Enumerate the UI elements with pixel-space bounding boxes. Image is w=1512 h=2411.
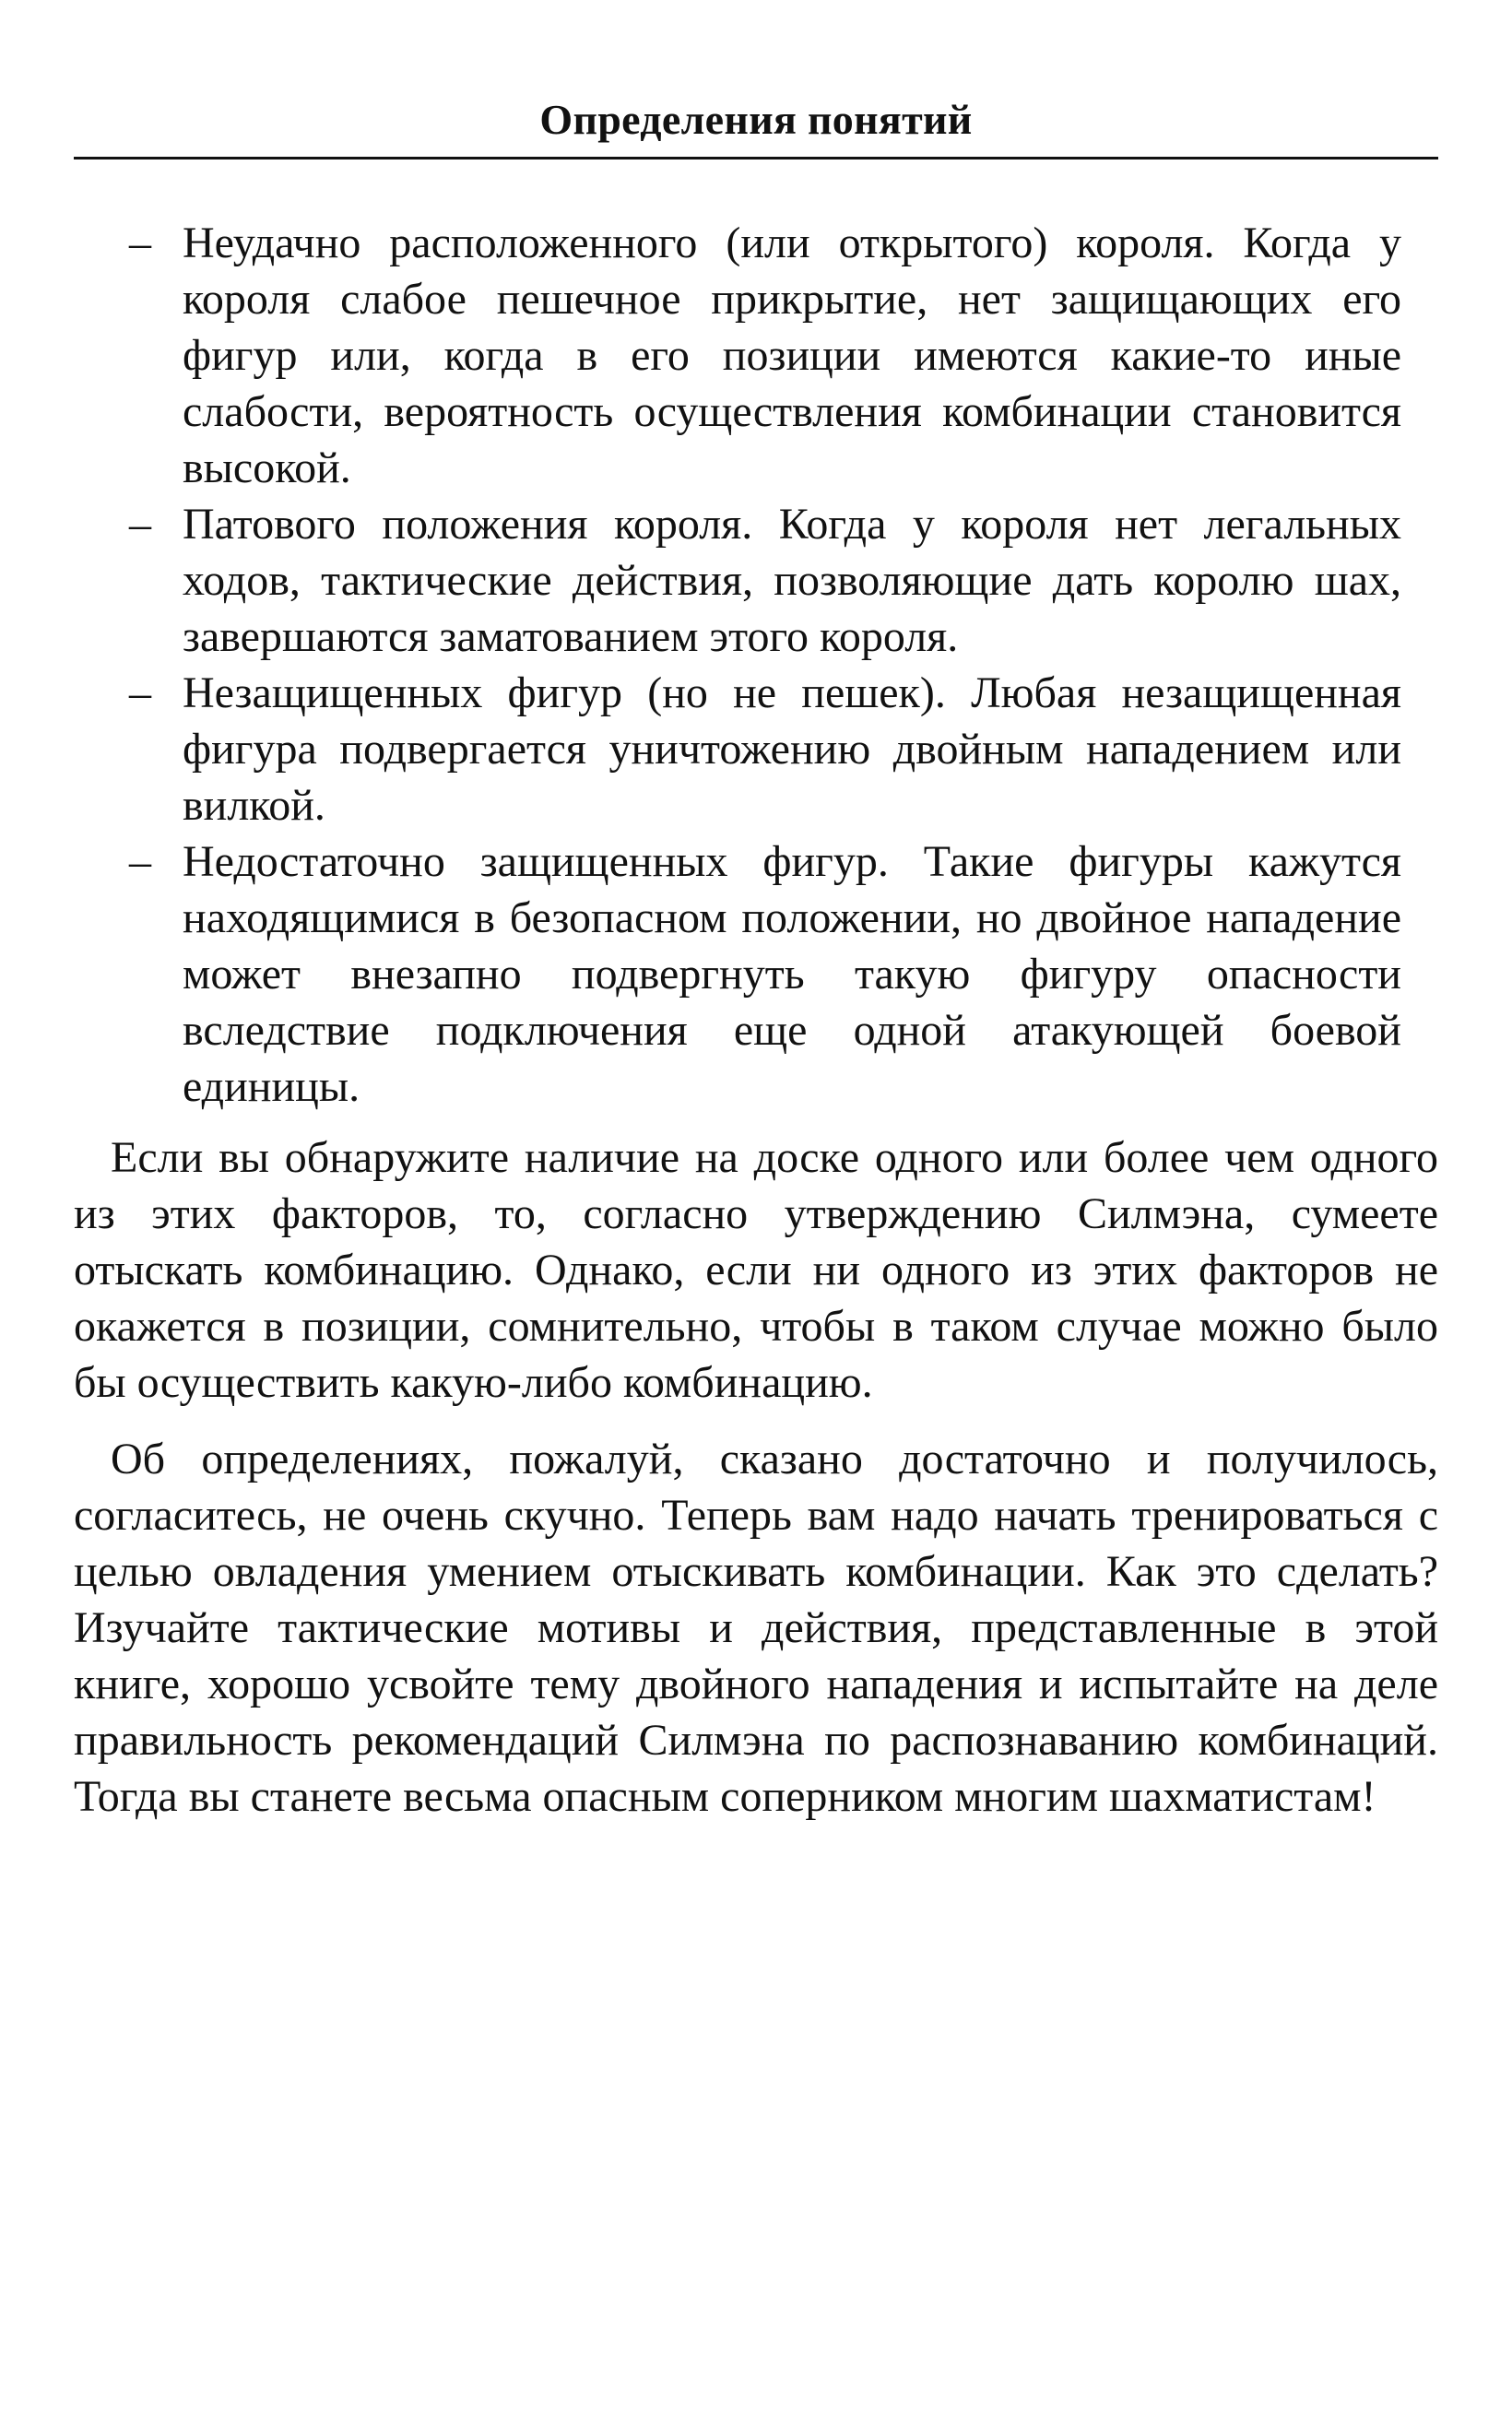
list-item xyxy=(74,833,1438,1115)
list-item xyxy=(74,215,1438,496)
list-dash: – xyxy=(129,219,151,267)
book-page xyxy=(74,92,1438,1825)
body-paragraph: Об определениях, пожалуй, сказано достаточно и получилось, согласитесь, не очень скучно. Теперь вам надо начать тренироваться с целью овладения умением отыскивать комбинации. Как это сделать? Изучайте тактические мотивы и действия, представленные в этой книге, хорошо усвойте тему двойного нападения и испытайте на деле правильность рекомендаций Силмэна по распознаванию комбинаций. Тогда вы станете весьма опасным соперником многим шахматистам! xyxy=(74,1435,1438,1821)
list-item-text: Неудачно расположенного (или открытого) короля. Когда у короля слабое пешечное прикрытие, нет защищающих его фигур или, когда в его позиции имеются какие-то иные слабости, вероятность осуществления комбинации становится высокой. xyxy=(183,219,1401,492)
list-dash: – xyxy=(129,837,151,886)
header-rule xyxy=(74,157,1438,160)
list-item-text: Незащищенных фигур (но не пешек). Любая незащищенная фигура подвергается уничтожению двойным нападением или вилкой. xyxy=(183,668,1401,830)
body-paragraph: Если вы обнаружите наличие на доске одного или более чем одного из этих факторов, то, согласно утверждению Силмэна, сумеете отыскать комбинацию. Однако, если ни одного из этих факторов не окажется в позиции, сомнительно, чтобы в таком случае можно было бы осуществить какую-либо комбинацию. xyxy=(74,1133,1438,1407)
list-item-text: Патового положения короля. Когда у короля нет легальных ходов, тактические действия, позволяющие дать королю шах, завершаются заматованием этого короля. xyxy=(183,500,1401,661)
list-dash: – xyxy=(129,500,151,549)
list-item xyxy=(74,496,1438,665)
factor-list xyxy=(74,215,1438,1115)
running-head: Определения понятий xyxy=(539,96,973,143)
list-item xyxy=(74,665,1438,833)
list-dash: – xyxy=(129,668,151,717)
list-item-text: Недостаточно защищенных фигур. Такие фигуры кажутся находящимися в безопасном положении, но двойное нападение может внезапно подвергнуть такую фигуру опасности вследствие подключения еще одной атакующей боевой единицы. xyxy=(183,837,1401,1111)
